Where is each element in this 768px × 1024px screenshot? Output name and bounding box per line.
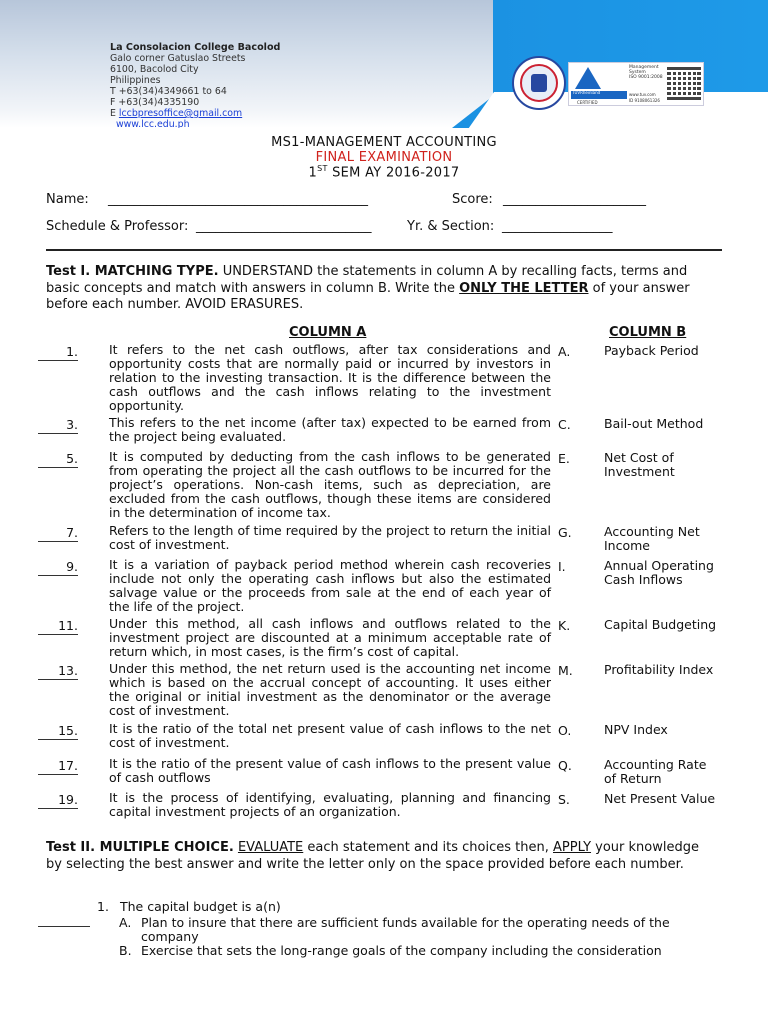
exam-type: FINAL EXAMINATION [315, 150, 453, 165]
sem-text: SEM AY 2016-2017 [327, 165, 460, 181]
cert-site: www.tuv.com [629, 92, 656, 97]
choice-letter: I. [558, 559, 566, 574]
score-field[interactable]: ______________________ [503, 192, 646, 207]
sem-superscript: ST [317, 164, 328, 173]
choice-letter: Q. [558, 758, 572, 773]
option-text: Plan to insure that there are sufficient funds available for the operating needs of the company [141, 915, 670, 944]
name-field[interactable]: ________________________________________ [108, 192, 368, 207]
choice-letter: M. [558, 663, 573, 678]
semester-line [0, 164, 768, 180]
item-number: 11. [58, 618, 78, 633]
header-banner [0, 0, 768, 128]
test2-instructions [46, 840, 712, 873]
divider-rule [46, 249, 722, 251]
choice-letter: K. [558, 618, 571, 633]
item-number: 19. [58, 792, 78, 807]
item-number: 17. [58, 758, 78, 773]
school-info [110, 42, 280, 128]
test1-heading: Test I. MATCHING TYPE. [46, 264, 219, 279]
option-letter: B. [119, 943, 132, 958]
iso-certification-badge [568, 62, 704, 106]
choice-letter: O. [558, 723, 572, 738]
choice-letter: G. [558, 525, 572, 540]
item-statement: This refers to the net income (after tax) expected to be earned from the project being evaluated. [109, 415, 551, 444]
item-statement: It is the ratio of the present value of cash inflows to the present value of cash outflows [109, 756, 551, 785]
test2-heading: Test II. MULTIPLE CHOICE. [46, 840, 234, 855]
section-field[interactable]: _________________ [502, 219, 613, 234]
choice-term: Capital Budgeting [604, 617, 717, 632]
email-prefix: E [110, 108, 119, 119]
question-text: The capital budget is a(n) [120, 899, 281, 914]
column-b-heading: COLUMN B [609, 325, 687, 340]
schedule-label: Schedule & Professor: [46, 219, 189, 234]
choice-term: Profitability Index [604, 662, 714, 677]
school-fax: F +63(34)4335190 [110, 97, 200, 108]
item-number: 15. [58, 723, 78, 738]
test2-mid: each statement and its choices then, [303, 840, 553, 855]
qr-code-icon [667, 66, 701, 100]
item-number: 5. [66, 451, 78, 466]
item-number: 7. [66, 525, 78, 540]
item-number: 3. [66, 417, 78, 432]
test2-rest: your knowledge by selecting the best answer and write the letter only on the space provided before each number. [46, 840, 699, 872]
test2-verb-apply: APPLY [553, 840, 592, 855]
course-title: MS1-MANAGEMENT ACCOUNTING [271, 135, 497, 150]
test1-instructions [46, 264, 708, 314]
choice-term: Payback Period [604, 343, 699, 358]
item-statement: Under this method, all cash inflows and outflows related to the investment project are discounted at a minimum acceptable rate of return which, in most cases, is the firm’s cost of capital. [109, 616, 551, 659]
column-a-heading: COLUMN A [289, 325, 367, 340]
item-statement: Refers to the length of time required by the project to return the initial cost of investment. [109, 523, 551, 552]
test1-emphasis: ONLY THE LETTER [459, 280, 589, 296]
item-statement: It is a variation of payback period method wherein cash recoveries include not only the operating cash inflows but also the estimated salvage value or the proceeds from sale at the end of each year of the life of the project. [109, 557, 551, 614]
choice-letter: A. [558, 344, 571, 359]
cert-brand: TÜVRheinland [572, 90, 601, 95]
item-number: 13. [58, 663, 78, 678]
school-phone: T +63(34)4349661 to 64 [110, 86, 227, 97]
choice-term: Accounting Rate of Return [604, 757, 707, 786]
name-label: Name: [46, 192, 89, 207]
school-website-row [110, 119, 280, 128]
school-address-2: 6100, Bacolod City [110, 64, 199, 75]
college-seal-logo [512, 56, 566, 110]
choice-term: Net Cost of Investment [604, 450, 675, 479]
tuv-triangle-icon [575, 67, 601, 89]
schedule-field[interactable]: ___________________________ [196, 219, 372, 234]
cert-text [629, 65, 663, 80]
item-statement: It is the ratio of the total net present value of cash inflows to the net cost of investment. [109, 721, 551, 750]
school-address-1: Galo corner Gatuslao Streets [110, 53, 246, 64]
choice-term: Bail-out Method [604, 416, 704, 431]
choice-term: Net Present Value [604, 791, 716, 806]
item-number: 1. [66, 344, 78, 359]
choice-letter: E. [558, 451, 570, 466]
question-number: 1. [97, 899, 109, 914]
choice-letter: C. [558, 417, 571, 432]
sem-number: 1 [308, 165, 318, 181]
item-statement: It is the process of identifying, evaluating, planning and financing capital investment projects of an organization. [109, 790, 551, 819]
cert-line-2: System [629, 70, 646, 75]
test2-verb-evaluate: EVALUATE [237, 840, 304, 855]
item-statement: It is computed by deducting from the cash inflows to be generated from operating the project all the cash outflows to be incurred for the project’s operations. Non-cash items, such as depreciation, are excluded from the cash outflows, though these items are considered in the determination of income tax. [109, 449, 551, 520]
section-label: Yr. & Section: [407, 219, 495, 234]
school-website-link[interactable]: www.lcc.edu.ph [115, 119, 190, 128]
item-statement: Under this method, the net return used is the accounting net income which is based on the accrual concept of accounting. It uses either the original or initial investment as the denominator or the average cost of investment. [109, 661, 551, 718]
cert-id: ID 9108061326 [629, 98, 660, 103]
item-statement: It refers to the net cash outflows, after tax considerations and opportunity costs that are normally paid or incurred by investors in relation to the investing transaction. It is the difference between the cash outflows and the cash inflows relating to the investment opportunity. [109, 342, 551, 413]
answer-blank[interactable] [38, 912, 90, 927]
test1-intro-b: of your answer before each number. AVOID ERASURES. [46, 280, 690, 312]
school-address-3: Philippines [110, 75, 161, 86]
option-text: Exercise that sets the long-range goals of the company including the consideration [141, 943, 662, 958]
choice-term: Annual Operating Cash Inflows [604, 558, 714, 587]
cert-line-1: Management [629, 65, 659, 70]
score-label: Score: [452, 192, 493, 207]
choice-letter: S. [558, 792, 570, 807]
school-email-link[interactable]: lccbpresoffice@gmail.com [118, 108, 243, 119]
school-name: La Consolacion College Bacolod [110, 42, 281, 53]
cert-line-3: ISO 9001:2008 [629, 75, 663, 80]
seal-emblem-icon [531, 74, 547, 92]
choice-term: NPV Index [604, 722, 668, 737]
item-number: 9. [66, 559, 78, 574]
choice-term: Accounting Net Income [604, 524, 700, 553]
cert-badge-label: CERTIFIED [577, 100, 598, 105]
school-email-row [110, 108, 280, 119]
option-letter: A. [119, 915, 132, 930]
test1-intro-a: UNDERSTAND the statements in column A by recalling facts, terms and basic concepts and match with answers in column B. Write the [46, 264, 688, 296]
